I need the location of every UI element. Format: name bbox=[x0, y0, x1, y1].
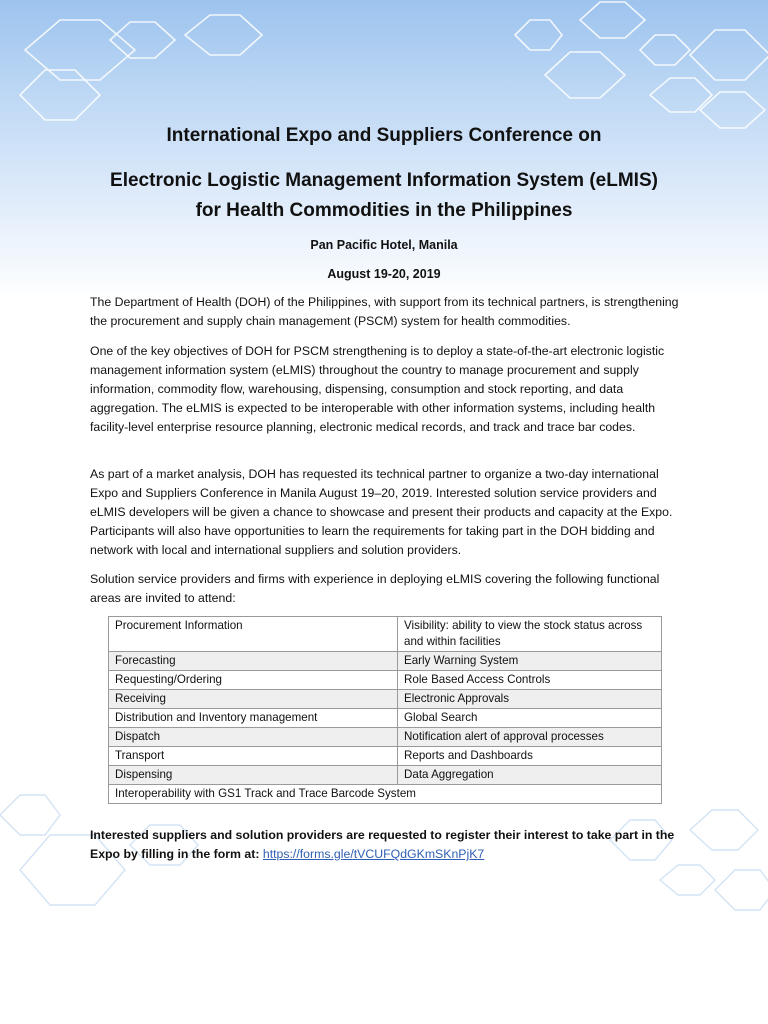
table-row bbox=[109, 652, 662, 671]
table-cell: Requesting/Ordering bbox=[109, 671, 398, 690]
table-row bbox=[109, 617, 662, 652]
table-row bbox=[109, 766, 662, 785]
table-cell: Receiving bbox=[109, 690, 398, 709]
table-row bbox=[109, 690, 662, 709]
functional-areas-table bbox=[108, 616, 662, 804]
title-line-1: International Expo and Suppliers Conference on bbox=[166, 125, 602, 146]
cta-text: Interested suppliers and solution providers are requested to register their interest to take part in the Expo by filling in the form at: bbox=[90, 828, 675, 861]
table-cell: Procurement Information bbox=[109, 617, 398, 652]
table-cell: Distribution and Inventory management bbox=[109, 709, 398, 728]
table-cell: Global Search bbox=[398, 709, 662, 728]
table-row bbox=[109, 671, 662, 690]
table-cell-interoperability: Interoperability with GS1 Track and Trace Barcode System bbox=[109, 785, 662, 804]
registration-call-to-action bbox=[90, 826, 690, 864]
table-cell: Early Warning System bbox=[398, 652, 662, 671]
table-cell: Transport bbox=[109, 747, 398, 766]
paragraph-invitation: Solution service providers and firms with experience in deploying eLMIS covering the following functional areas are invited to attend: bbox=[90, 572, 660, 605]
event-dates: August 19-20, 2019 bbox=[327, 267, 441, 281]
paragraph-objectives: One of the key objectives of DOH for PSCM strengthening is to deploy a state-of-the-art electronic logistic management information system (eLMIS) throughout the country to manage procurement and supply information, commodity flow, warehousing, dispensing, consumption and stock reporting, and data aggregation. The eLMIS is expected to be interoperable with other information systems, including health facility-level enterprise resource planning, electronic medical records, and track and trace bar codes. bbox=[90, 344, 665, 434]
table-cell: Reports and Dashboards bbox=[398, 747, 662, 766]
table-row bbox=[109, 709, 662, 728]
title-line-3: for Health Commodities in the Philippines bbox=[195, 200, 573, 221]
title-line-2: Electronic Logistic Management Information System (eLMIS) bbox=[110, 170, 658, 191]
table-cell: Role Based Access Controls bbox=[398, 671, 662, 690]
venue: Pan Pacific Hotel, Manila bbox=[310, 238, 458, 252]
registration-form-link[interactable]: https://forms.gle/tVCUFQdGKmSKnPjK7 bbox=[262, 847, 485, 861]
table-row bbox=[109, 728, 662, 747]
table-cell: Data Aggregation bbox=[398, 766, 662, 785]
table-cell: Dispensing bbox=[109, 766, 398, 785]
table-cell: Forecasting bbox=[109, 652, 398, 671]
table-cell: Electronic Approvals bbox=[398, 690, 662, 709]
table-row bbox=[109, 747, 662, 766]
table-cell: Dispatch bbox=[109, 728, 398, 747]
paragraph-intro: The Department of Health (DOH) of the Philippines, with support from its technical partners, is strengthening the procurement and supply chain management (PSCM) system for health commodities. bbox=[90, 295, 679, 328]
table-cell: Notification alert of approval processes bbox=[398, 728, 662, 747]
table-row bbox=[109, 785, 662, 804]
paragraph-market-analysis: As part of a market analysis, DOH has requested its technical partner to organize a two-day international Expo and Suppliers Conference in Manila August 19–20, 2019. Interested solution service providers and eLMIS developers will be given a chance to showcase and present their products and capacity at the Expo. Participants will also have opportunities to learn the requirements for taking part in the DOH bidding and network with local and international suppliers and solution providers. bbox=[90, 467, 673, 557]
table-cell: Visibility: ability to view the stock status across and within facilities bbox=[398, 617, 662, 652]
